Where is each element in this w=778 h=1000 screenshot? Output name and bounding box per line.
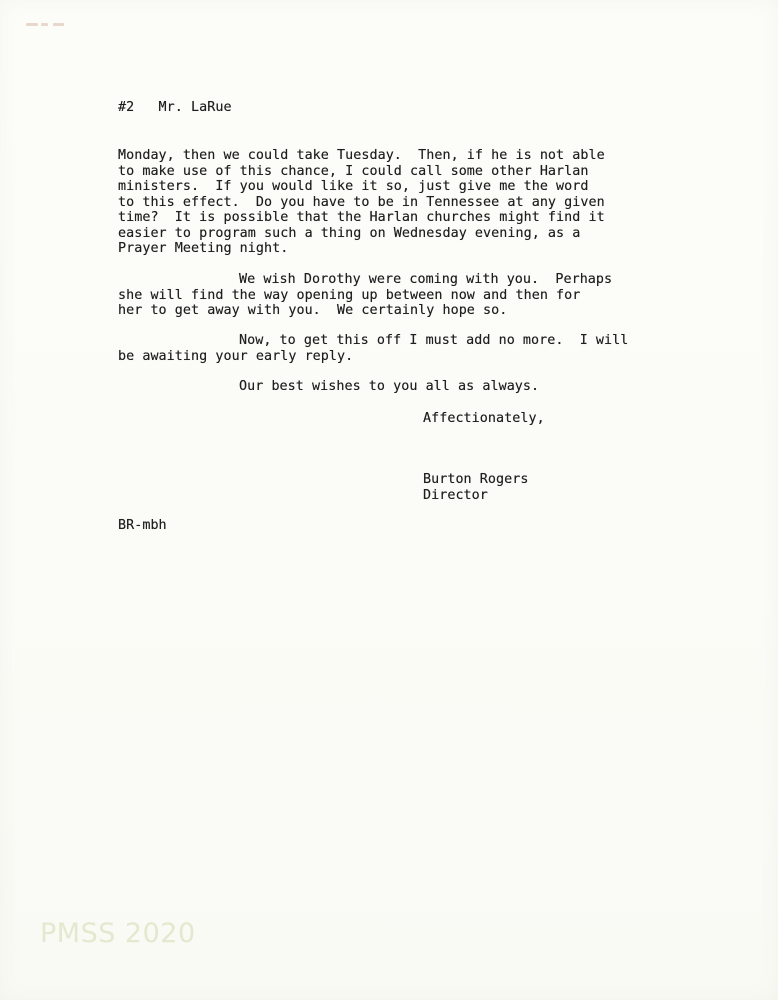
paragraph-3-line: Now, to get this off I must add no more. I will: [239, 333, 629, 348]
page-header: #2 Mr. LaRue: [118, 100, 232, 115]
archive-watermark: PMSS 2020: [40, 918, 196, 949]
paragraph-1-line: Monday, then we could take Tuesday. Then, if he is not able: [118, 148, 605, 163]
paragraph-1-line: easier to program such a thing on Wednesday evening, as a: [118, 225, 581, 241]
paragraph-1-line: Prayer Meeting night.: [118, 241, 289, 256]
paragraph-2: [118, 272, 698, 322]
paragraph-2-line: We wish Dorothy were coming with you. Perhaps: [239, 272, 613, 287]
paragraph-3: [118, 333, 698, 367]
closing: Affectionately,: [423, 411, 545, 426]
typist-initials: BR-mbh: [118, 518, 167, 533]
corner-ink-mark: [26, 22, 70, 28]
paragraph-2-line: her to get away with you. We certainly hope so.: [118, 303, 508, 318]
signer-name: Burton Rogers: [423, 472, 529, 487]
paragraph-1-line: to make use of this chance, I could call some other Harlan: [118, 163, 589, 179]
paragraph-2-line: she will find the way opening up between now and then for: [118, 287, 581, 303]
paragraph-1-line: ministers. If you would like it so, just give me the word: [118, 179, 589, 194]
signer-title: Director: [423, 488, 488, 503]
paragraph-1-line: to this effect. Do you have to be in Tennessee at any given: [118, 194, 605, 210]
paragraph-1: [118, 148, 698, 268]
paragraph-3-line: be awaiting your early reply.: [118, 348, 354, 364]
paragraph-1-line: time? It is possible that the Harlan churches might find it: [118, 210, 605, 225]
paragraph-4: Our best wishes to you all as always.: [239, 379, 540, 394]
